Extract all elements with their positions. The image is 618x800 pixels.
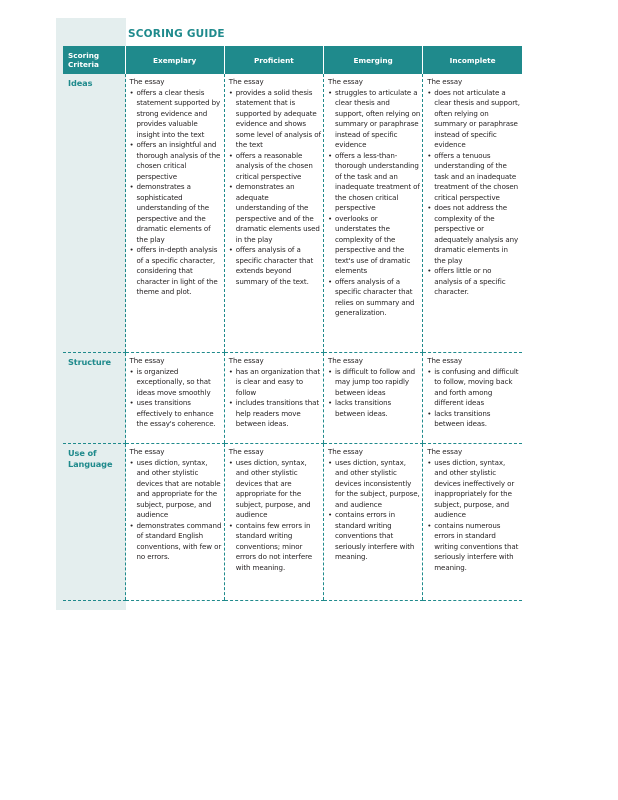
list-item: • is difficult to follow and may jump too rapidly between ideas [328, 367, 420, 399]
list-item: • contains numerous errors in standard writing conventions that seriously interfere with meaning. [427, 521, 520, 574]
list-item: • contains errors in standard writing conventions that seriously interfere with meaning. [328, 510, 420, 563]
list-item: • offers a reasonable analysis of the chosen critical perspective [229, 151, 321, 183]
list-item: • uses transitions effectively to enhance the essay's coherence. [130, 398, 222, 430]
cell-lead: The essay [228, 447, 264, 456]
header-proficient: Proficient [224, 46, 323, 74]
list-item: • is confusing and difficult to follow, moving back and forth among different ideas [427, 367, 520, 409]
header-incomplete: Incomplete [423, 46, 522, 74]
cell-structure-exemplary [125, 353, 224, 444]
list-item: • does not address the complexity of the perspective or adequately analysis any dramatic elements in the play [427, 203, 520, 266]
table-row-structure [63, 353, 522, 444]
list-item: • uses diction, syntax, and other stylistic devices inconsistently for the subject, purpose, and audience [328, 458, 420, 511]
cell-language-emerging [324, 444, 423, 601]
list-item: • overlooks or understates the complexity of the perspective and the text's use of dramatic elements [328, 214, 420, 277]
cell-lead: The essay [129, 356, 165, 365]
list-item: • lacks transitions between ideas. [328, 398, 420, 419]
table-row-ideas [63, 74, 522, 353]
list-item: • offers analysis of a specific character that relies on summary and generalization. [328, 277, 420, 319]
list-item: • offers a less-than-thorough understanding of the task and an inadequate treatment of the chosen critical perspective [328, 151, 420, 214]
header-scoring-criteria: Scoring Criteria [63, 46, 125, 74]
list-item: • demonstrates a sophisticated understanding of the perspective and the dramatic elements of the play [130, 182, 222, 245]
list-item: • does not articulate a clear thesis and support, often relying on summary or paraphrase instead of specific evidence [427, 88, 520, 151]
cell-structure-emerging [324, 353, 423, 444]
list-item: • offers analysis of a specific character that extends beyond summary of the text. [229, 245, 321, 287]
list-item: • offers a tenuous understanding of the task and an inadequate treatment of the chosen critical perspective [427, 151, 520, 204]
cell-language-exemplary [125, 444, 224, 601]
cell-lead: The essay [427, 77, 463, 86]
criterion-label: Use of Language [63, 444, 125, 601]
list-item: • contains few errors in standard writing conventions; minor errors do not interfere with meaning. [229, 521, 321, 574]
cell-lead: The essay [427, 356, 463, 365]
cell-structure-incomplete [423, 353, 522, 444]
cell-structure-proficient [224, 353, 323, 444]
cell-lead: The essay [228, 356, 264, 365]
cell-language-incomplete [423, 444, 522, 601]
criterion-label: Ideas [63, 74, 125, 353]
cell-language-proficient [224, 444, 323, 601]
header-emerging: Emerging [324, 46, 423, 74]
cell-lead: The essay [328, 447, 363, 456]
list-item: • uses diction, syntax, and other stylistic devices ineffectively or inappropriately for the subject, purpose, and audience [427, 458, 520, 521]
scoring-guide-table [63, 46, 522, 601]
list-item: • uses diction, syntax, and other stylistic devices that are appropriate for the subject, purpose, and audience [229, 458, 321, 521]
list-item: • is organized exceptionally, so that ideas move smoothly [130, 367, 222, 399]
cell-lead: The essay [427, 447, 463, 456]
table-row-use-of-language [63, 444, 522, 601]
cell-lead: The essay [129, 77, 165, 86]
cell-ideas-incomplete [423, 74, 522, 353]
criterion-label: Structure [63, 353, 125, 444]
cell-lead: The essay [129, 447, 165, 456]
cell-lead: The essay [228, 77, 264, 86]
list-item: • lacks transitions between ideas. [427, 409, 520, 430]
list-item: • offers little or no analysis of a specific character. [427, 266, 520, 298]
list-item: • offers an insightful and thorough analysis of the chosen critical perspective [130, 140, 222, 182]
cell-ideas-proficient [224, 74, 323, 353]
list-item: • demonstrates command of standard English conventions, with few or no errors. [130, 521, 222, 563]
list-item: • provides a solid thesis statement that is supported by adequate evidence and shows some level of analysis of the text [229, 88, 321, 151]
list-item: • struggles to articulate a clear thesis and support, often relying on summary or paraphrase instead of specific evidence [328, 88, 420, 151]
list-item: • includes transitions that help readers move between ideas. [229, 398, 321, 430]
list-item: • uses diction, syntax, and other stylistic devices that are notable and appropriate for the subject, purpose, and audience [130, 458, 222, 521]
cell-ideas-exemplary [125, 74, 224, 353]
cell-lead: The essay [328, 356, 363, 365]
list-item: • has an organization that is clear and easy to follow [229, 367, 321, 399]
header-row [63, 46, 522, 74]
cell-ideas-emerging [324, 74, 423, 353]
page-title: SCORING GUIDE [128, 28, 225, 40]
list-item: • offers a clear thesis statement supported by strong evidence and provides valuable insight into the text [130, 88, 222, 141]
list-item: • offers in-depth analysis of a specific character, considering that character in light of the theme and plot. [130, 245, 222, 298]
cell-lead: The essay [328, 77, 363, 86]
list-item: • demonstrates an adequate understanding of the perspective and of the dramatic elements used in the play [229, 182, 321, 245]
header-exemplary: Exemplary [125, 46, 224, 74]
